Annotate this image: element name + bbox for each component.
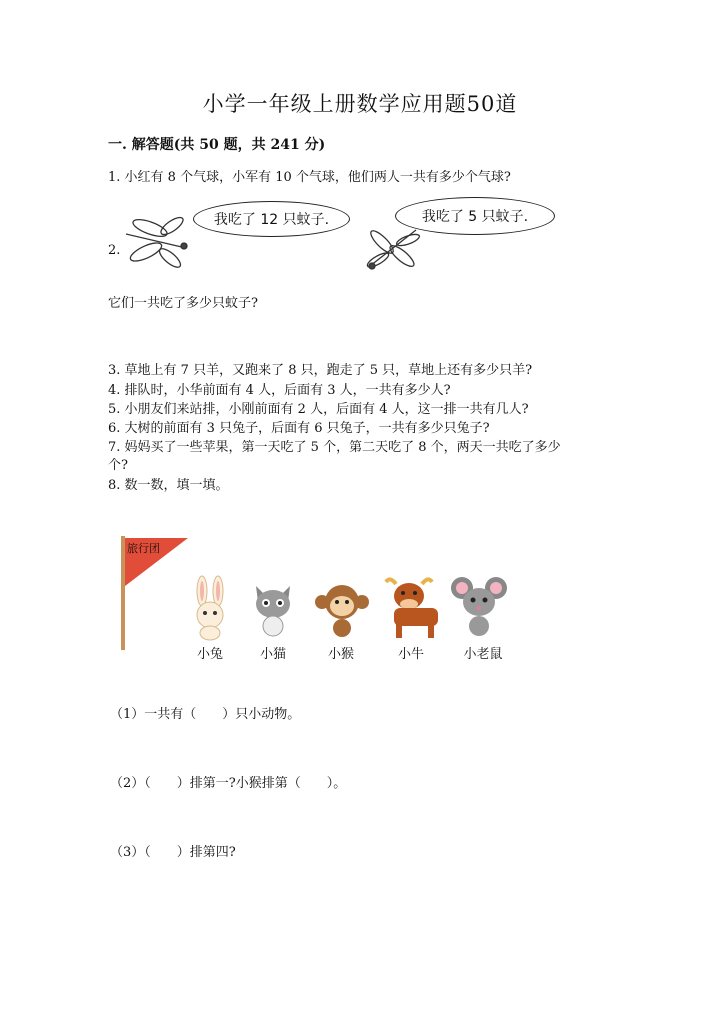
sub-question-3: （3）（ ）排第四?: [110, 845, 236, 860]
animal-label-mouse: 小老鼠: [463, 647, 503, 662]
dragonfly-right-icon: [362, 222, 424, 274]
question-3: 3. 草地上有 7 只羊，又跑来了 8 只，跑走了 5 只，草地上还有多少只羊?: [108, 363, 533, 378]
question-2-number: 2.: [108, 243, 121, 258]
mouse-icon: [450, 574, 508, 638]
speech-bubble-left-text: 我吃了 12 只蚊子.: [213, 212, 330, 228]
animal-label-ox: 小牛: [397, 647, 424, 662]
monkey-icon: [314, 582, 370, 638]
animal-label-cat: 小猫: [259, 647, 286, 662]
section-heading: 一. 解答题(共 50 题，共 241 分): [108, 137, 326, 153]
question-8: 8. 数一数，填一填。: [108, 478, 229, 493]
question-6: 6. 大树的前面有 3 只兔子，后面有 6 只兔子，一共有多少只兔子?: [108, 421, 490, 436]
speech-bubble-right-text: 我吃了 5 只蚊子.: [421, 209, 529, 225]
question-7-line-1: 7. 妈妈买了一些苹果，第一天吃了 5 个，第二天吃了 8 个，两天一共吃了多少: [108, 440, 561, 455]
flag-label: 旅行团: [127, 542, 160, 555]
cat-icon: [250, 582, 296, 638]
rabbit-icon: [187, 575, 233, 641]
sub-question-2: （2）（ ）排第一?小猴排第（ ）。: [110, 776, 347, 791]
question-2-text: 它们一共吃了多少只蚊子?: [108, 296, 258, 311]
dragonfly-left-icon: [120, 212, 192, 270]
question-5: 5. 小朋友们来站排，小刚前面有 2 人，后面有 4 人，这一排一共有几人?: [108, 402, 529, 417]
question-1: 1. 小红有 8 个气球，小军有 10 个气球，他们两人一共有多少个气球?: [108, 170, 511, 185]
animal-label-rabbit: 小兔: [196, 647, 223, 662]
animal-label-monkey: 小猴: [327, 647, 354, 662]
sub-question-1: （1）一共有（ ）只小动物。: [110, 707, 301, 722]
speech-bubble-right: [395, 197, 555, 235]
page-title: 小学一年级上册数学应用题50道: [202, 92, 518, 116]
question-7-line-2: 个?: [108, 458, 128, 473]
speech-bubble-left: [193, 201, 350, 237]
ox-icon: [380, 574, 442, 640]
question-4: 4. 排队时，小华前面有 4 人，后面有 3 人，一共有多少人?: [108, 383, 451, 398]
